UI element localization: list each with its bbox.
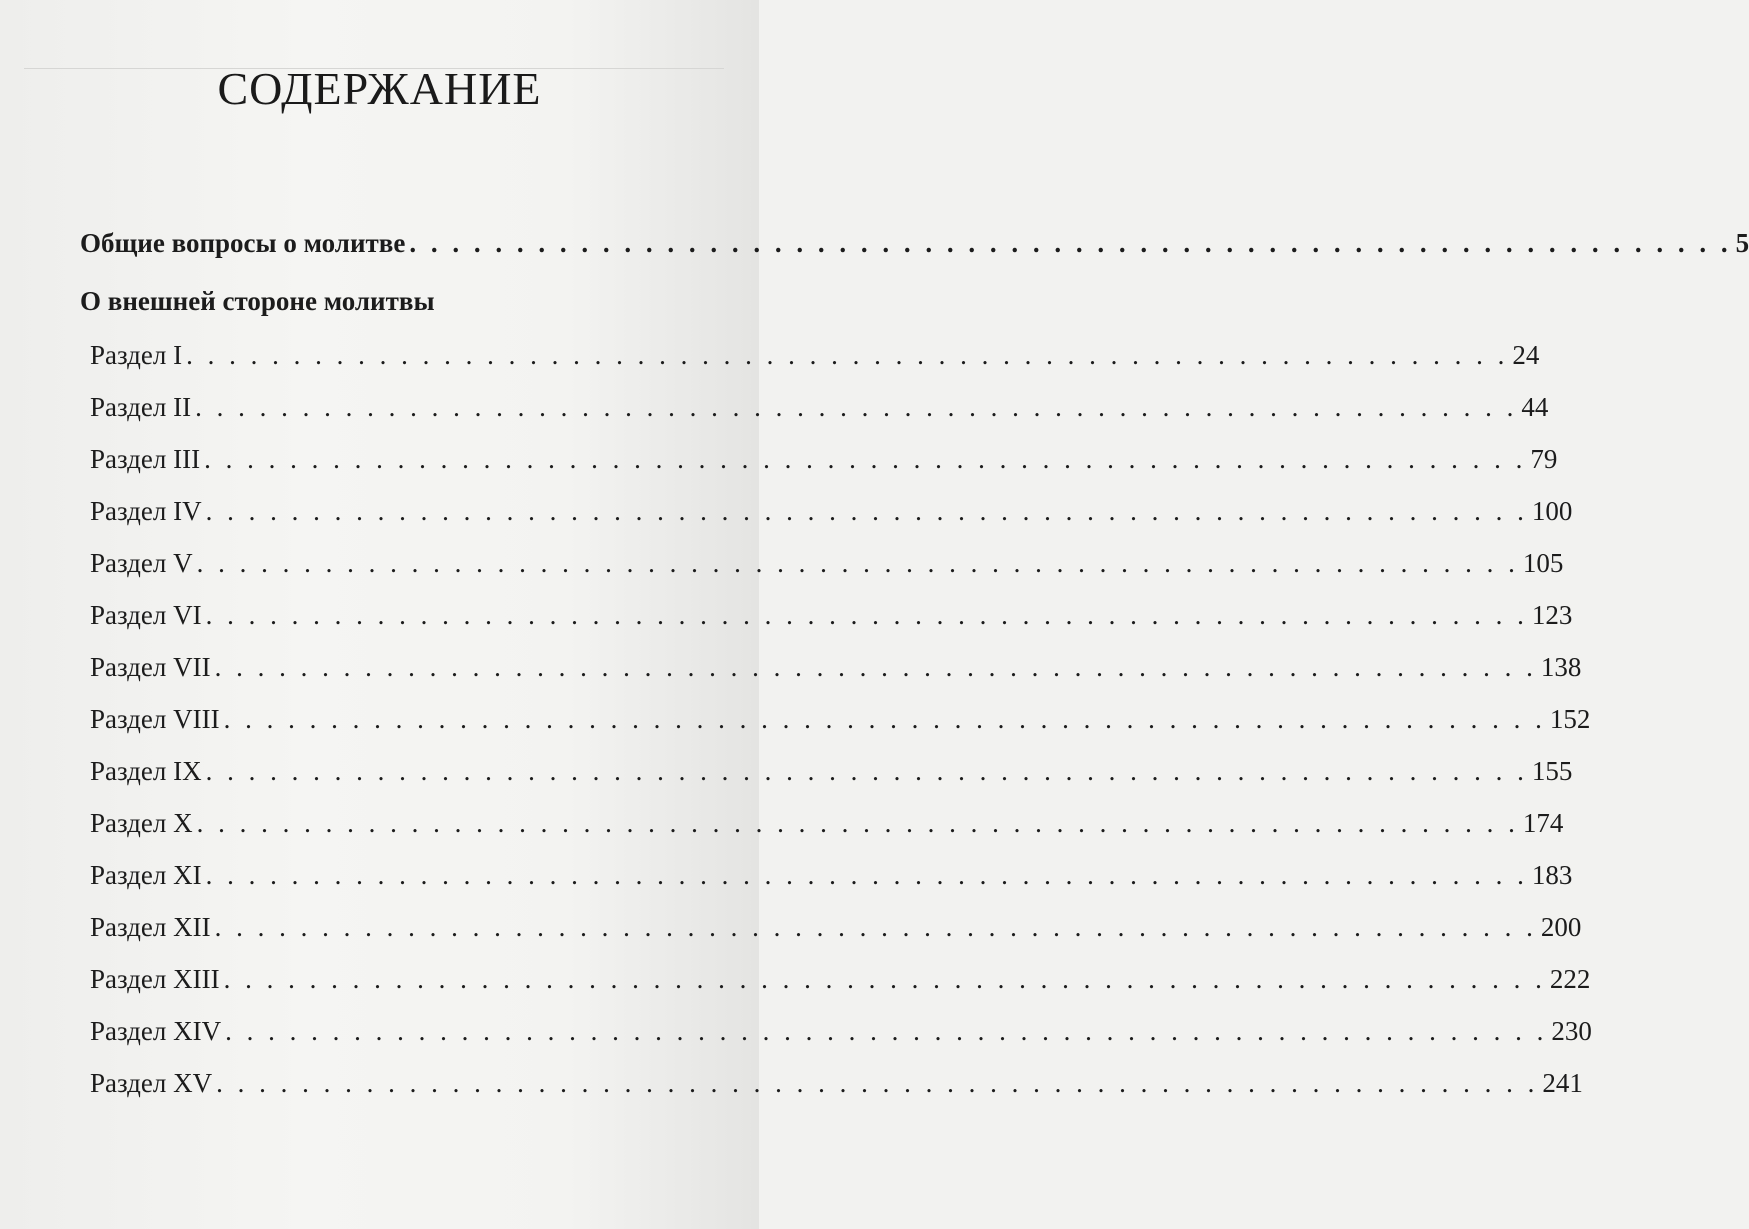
- toc-leader-dots: . . . . . . . . . . . . . . . . . . . . . . . . . . . . . . . . . . . . . . . . . . . . . . . . . . . . . . . . . . . . . .: [223, 964, 1546, 994]
- toc-subentry-page: 44: [1521, 392, 1549, 422]
- toc-subentry-title: Раздел V: [90, 548, 193, 578]
- toc-leader-dots: . . . . . . . . . . . . . . . . . . . . . . . . . . . . . . . . . . . . . . . . . . . . . . . . . . . . . . . . . . . . . .: [205, 756, 1528, 786]
- toc-subentry-title: Раздел XV: [90, 1068, 213, 1098]
- toc-leader-dots: . . . . . . . . . . . . . . . . . . . . . . . . . . . . . . . . . . . . . . . . . . . . . . . . . . . . . . . . . . . . . .: [196, 548, 1519, 578]
- toc-subentry-page: 79: [1530, 444, 1558, 474]
- toc-subentry-title: Раздел IV: [90, 496, 202, 526]
- toc-subentry[interactable]: [90, 1068, 1583, 1099]
- toc-subentry[interactable]: [90, 912, 1582, 943]
- toc-leader-dots: . . . . . . . . . . . . . . . . . . . . . . . . . . . . . . . . . . . . . . . . . . . . . . . . . . . . . . . . . . . . . .: [223, 704, 1546, 734]
- toc-subentry[interactable]: [90, 496, 1573, 527]
- toc-leader-dots: . . . . . . . . . . . . . . . . . . . . . . . . . . . . . . . . . . . . . . . . . . . . . . . . . . . . . . . . . . . . . .: [205, 600, 1528, 630]
- toc-subentry-page: 222: [1549, 964, 1591, 994]
- toc-leader-dots: . . . . . . . . . . . . . . . . . . . . . . . . . . . . . . . . . . . . . . . . . . . . . . . . . . . . . . . . . . . . . .: [214, 652, 1537, 682]
- toc-subentry-title: Раздел VIII: [90, 704, 220, 734]
- toc-subentry-page: 24: [1512, 340, 1540, 370]
- toc-subentry[interactable]: [90, 444, 1558, 475]
- toc-leader-dots: . . . . . . . . . . . . . . . . . . . . . . . . . . . . . . . . . . . . . . . . . . . . . . . . . . . . . . . . . . . . . .: [216, 1068, 1539, 1098]
- toc-leader-dots: . . . . . . . . . . . . . . . . . . . . . . . . . . . . . . . . . . . . . . . . . . . . . . . . . . . . . . . . . . . . . .: [186, 340, 1509, 370]
- page-title: СОДЕРЖАНИЕ: [217, 63, 542, 114]
- toc-subentry[interactable]: [90, 1016, 1592, 1047]
- toc-subentry-title: Раздел XI: [90, 860, 202, 890]
- toc-subentry-title: Раздел VI: [90, 600, 202, 630]
- toc-subentry-title: Раздел I: [90, 340, 183, 370]
- toc-subentry[interactable]: [90, 756, 1573, 787]
- toc-subentry-title: Раздел II: [90, 392, 192, 422]
- toc-leader-dots: . . . . . . . . . . . . . . . . . . . . . . . . . . . . . . . . . . . . . . . . . . . . . . . . . . . . . . . . . . . . . .: [204, 444, 1527, 474]
- toc-subentry[interactable]: [90, 548, 1564, 579]
- toc-subentry-title: Раздел III: [90, 444, 201, 474]
- toc-leader-dots: . . . . . . . . . . . . . . . . . . . . . . . . . . . . . . . . . . . . . . . . . . . . . . . . . . . . . . . . . . . . . .: [205, 860, 1528, 890]
- toc-subentry[interactable]: [90, 704, 1591, 735]
- toc-leader-dots: . . . . . . . . . . . . . . . . . . . . . . . . . . . . . . . . . . . . . . . . . . . . . . . . . . . . . . . . . . . . . .: [195, 392, 1518, 422]
- toc-subentry-page: 100: [1531, 496, 1573, 526]
- toc-subentry[interactable]: [90, 600, 1573, 631]
- toc-subentry-page: 105: [1522, 548, 1564, 578]
- toc-subentry[interactable]: [90, 340, 1540, 371]
- toc-leader-dots: . . . . . . . . . . . . . . . . . . . . . . . . . . . . . . . . . . . . . . . . . . . . . . . . . . . . . . . . . . . . . .: [225, 1016, 1548, 1046]
- toc-subentry[interactable]: [90, 652, 1582, 683]
- toc-entry-page: 5: [1735, 228, 1749, 258]
- toc-subentry[interactable]: [90, 860, 1573, 891]
- toc-subentry-page: 200: [1540, 912, 1582, 942]
- toc-subentry-title: Раздел VII: [90, 652, 211, 682]
- toc-subentry-page: 183: [1531, 860, 1573, 890]
- toc-leader-dots: . . . . . . . . . . . . . . . . . . . . . . . . . . . . . . . . . . . . . . . . . . . . . . . . . . . . . . . . . . . . . .: [214, 912, 1537, 942]
- toc-leader-dots: . . . . . . . . . . . . . . . . . . . . . . . . . . . . . . . . . . . . . . . . . . . . . . . . . . . . . . . . . . . . . .: [196, 808, 1519, 838]
- toc-subentry-page: 138: [1540, 652, 1582, 682]
- toc-subentry-page: 174: [1522, 808, 1564, 838]
- toc-subentry-title: Раздел XIV: [90, 1016, 222, 1046]
- toc-subentry-title: Раздел XII: [90, 912, 211, 942]
- toc-subentry-title: Раздел X: [90, 808, 193, 838]
- toc-subentry[interactable]: [90, 808, 1564, 839]
- toc-section-heading: О внешней стороне молитвы: [80, 286, 435, 316]
- toc-subentry-page: 155: [1531, 756, 1573, 786]
- toc-subentry-title: Раздел IX: [90, 756, 202, 786]
- toc-subentry-page: 123: [1531, 600, 1573, 630]
- toc-subentry-page: 241: [1542, 1068, 1583, 1098]
- toc-entry-title: Общие вопросы о молитве: [80, 228, 406, 258]
- toc-entry[interactable]: [80, 228, 1749, 259]
- toc-leader-dots: . . . . . . . . . . . . . . . . . . . . . . . . . . . . . . . . . . . . . . . . . . . . . . . . . . . . . . . . . . . . . .: [205, 496, 1528, 526]
- toc-subentry-title: Раздел XIII: [90, 964, 220, 994]
- toc-subentry-page: 152: [1549, 704, 1591, 734]
- toc-subentry[interactable]: [90, 392, 1549, 423]
- toc-subentry-page: 230: [1551, 1016, 1592, 1046]
- toc-subentry[interactable]: [90, 964, 1591, 995]
- toc-leader-dots: . . . . . . . . . . . . . . . . . . . . . . . . . . . . . . . . . . . . . . . . . . . . . . . . . . . . . . . . . . . . . .: [409, 228, 1732, 258]
